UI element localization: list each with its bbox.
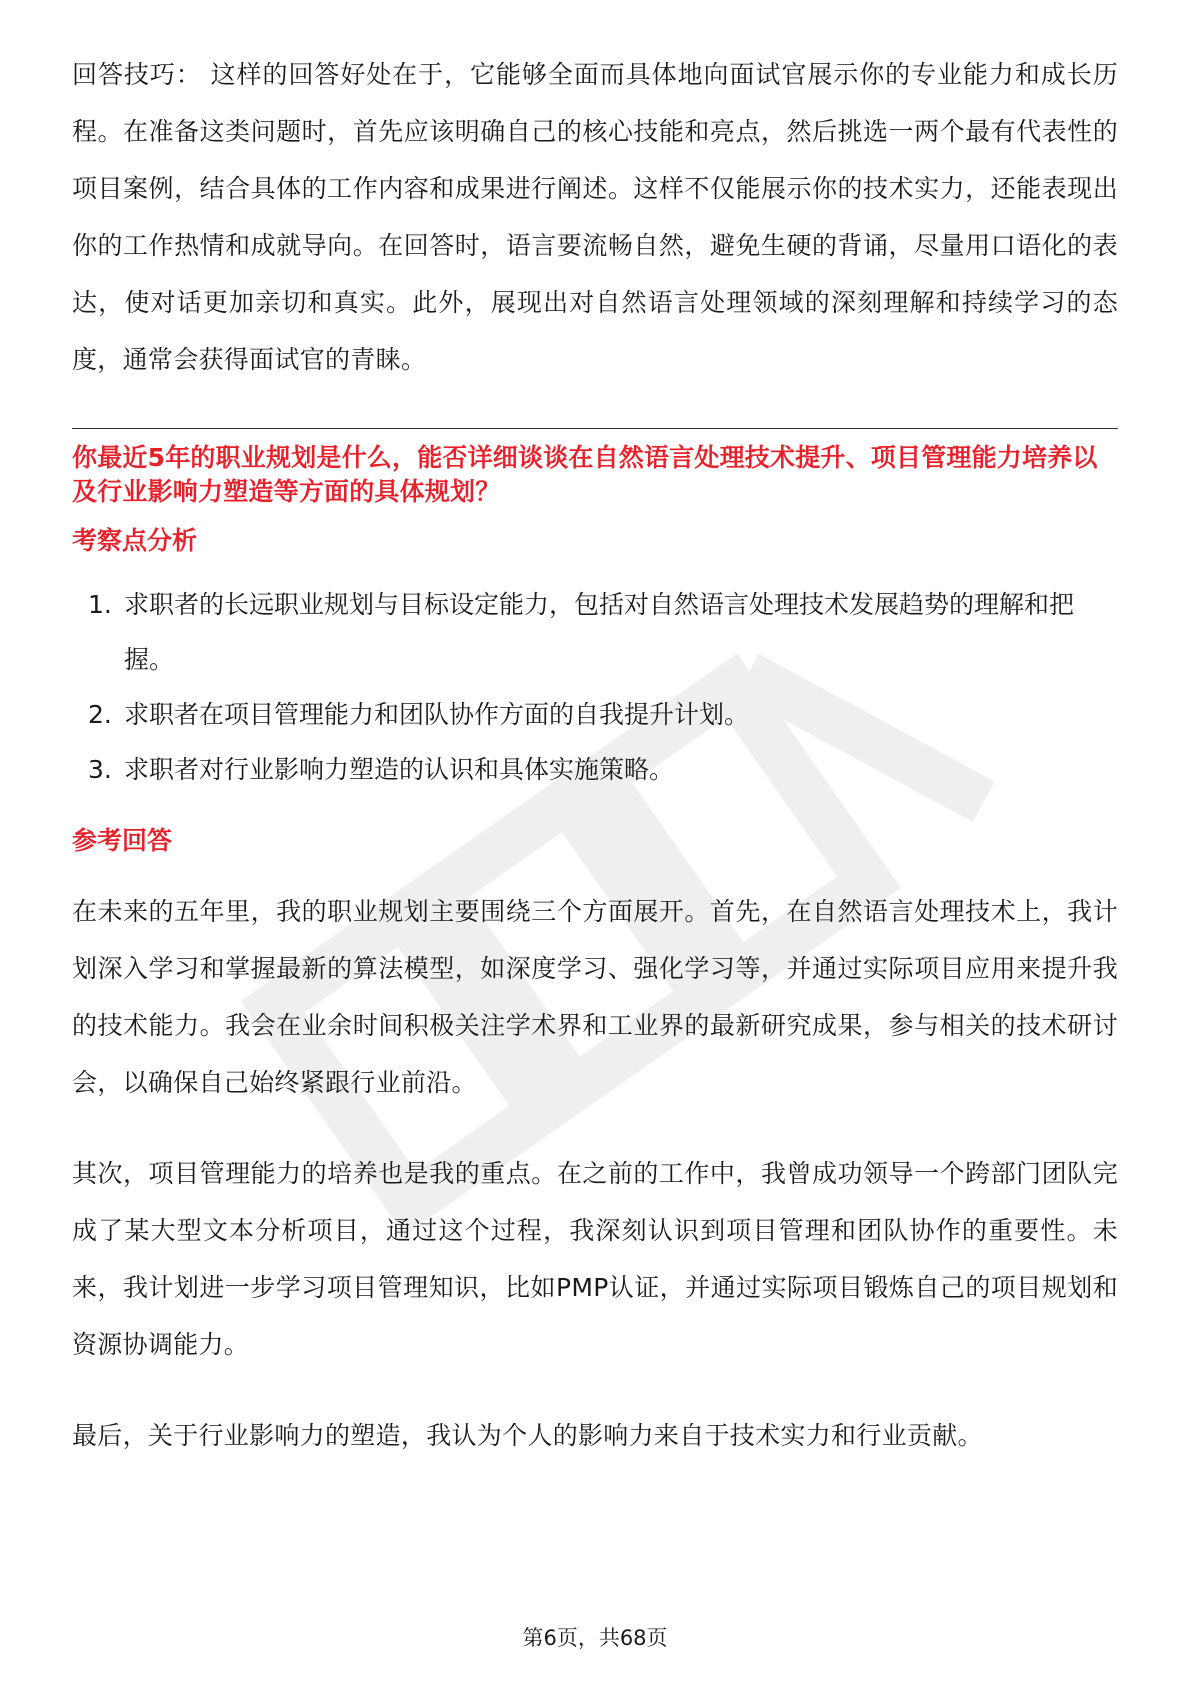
list-item-number: 2. bbox=[88, 700, 112, 729]
answer-paragraph: 最后，关于行业影响力的塑造，我认为个人的影响力来自于技术实力和行业贡献。 bbox=[72, 1421, 983, 1450]
list-item-text: 求职者对行业影响力塑造的认识和具体实施策略。 bbox=[124, 755, 675, 784]
list-item-number: 1. bbox=[88, 590, 112, 619]
answer-paragraph: 在未来的五年里，我的职业规划主要围绕三个方面展开。首先，在自然语言处理技术上，我计划深入学习和掌握最新的算法模型，如深度学习、强化学习等，并通过实际项目应用来提升我的技术能力。我会在业余时间积极关注学术界和工业界的最新研究成果，参与相关的技术研讨会，以确保自己始终紧跟行业前沿。 bbox=[72, 897, 1118, 1097]
list-item bbox=[72, 687, 1118, 742]
page-number: 第6页，共68页 bbox=[522, 1626, 668, 1650]
analysis-list bbox=[72, 577, 1118, 797]
section-divider bbox=[72, 428, 1118, 429]
list-item-text: 求职者的长远职业规划与目标设定能力，包括对自然语言处理技术发展趋势的理解和把握。 bbox=[124, 590, 1075, 674]
list-item bbox=[72, 742, 1118, 797]
list-item bbox=[72, 577, 1118, 687]
question-title: 你最近5年的职业规划是什么，能否详细谈谈在自然语言处理技术提升、项目管理能力培养以及行业影响力塑造等方面的具体规划？ bbox=[72, 443, 1098, 506]
intro-paragraph: 回答技巧： 这样的回答好处在于，它能够全面而具体地向面试官展示你的专业能力和成长历程。在准备这类问题时，首先应该明确自己的核心技能和亮点，然后挑选一两个最有代表性的项目案例，结合具体的工作内容和成果进行阐述。这样不仅能展示你的技术实力，还能表现出你的工作热情和成就导向。在回答时，语言要流畅自然，避免生硬的背诵，尽量用口语化的表达，使对话更加亲切和真实。此外，展现出对自然语言处理领域的深刻理解和持续学习的态度，通常会获得面试官的青睐。 bbox=[72, 60, 1118, 374]
page-content bbox=[72, 46, 1118, 1464]
list-item-number: 3. bbox=[88, 755, 112, 784]
list-item-text: 求职者在项目管理能力和团队协作方面的自我提升计划。 bbox=[124, 700, 750, 729]
answer-paragraph: 其次，项目管理能力的培养也是我的重点。在之前的工作中，我曾成功领导一个跨部门团队完成了某大型文本分析项目，通过这个过程，我深刻认识到项目管理和团队协作的重要性。未来，我计划进一步学习项目管理知识，比如PMP认证，并通过实际项目锻炼自己的项目规划和资源协调能力。 bbox=[72, 1159, 1118, 1359]
answer-heading: 参考回答 bbox=[72, 826, 173, 855]
analysis-heading: 考察点分析 bbox=[72, 526, 198, 555]
